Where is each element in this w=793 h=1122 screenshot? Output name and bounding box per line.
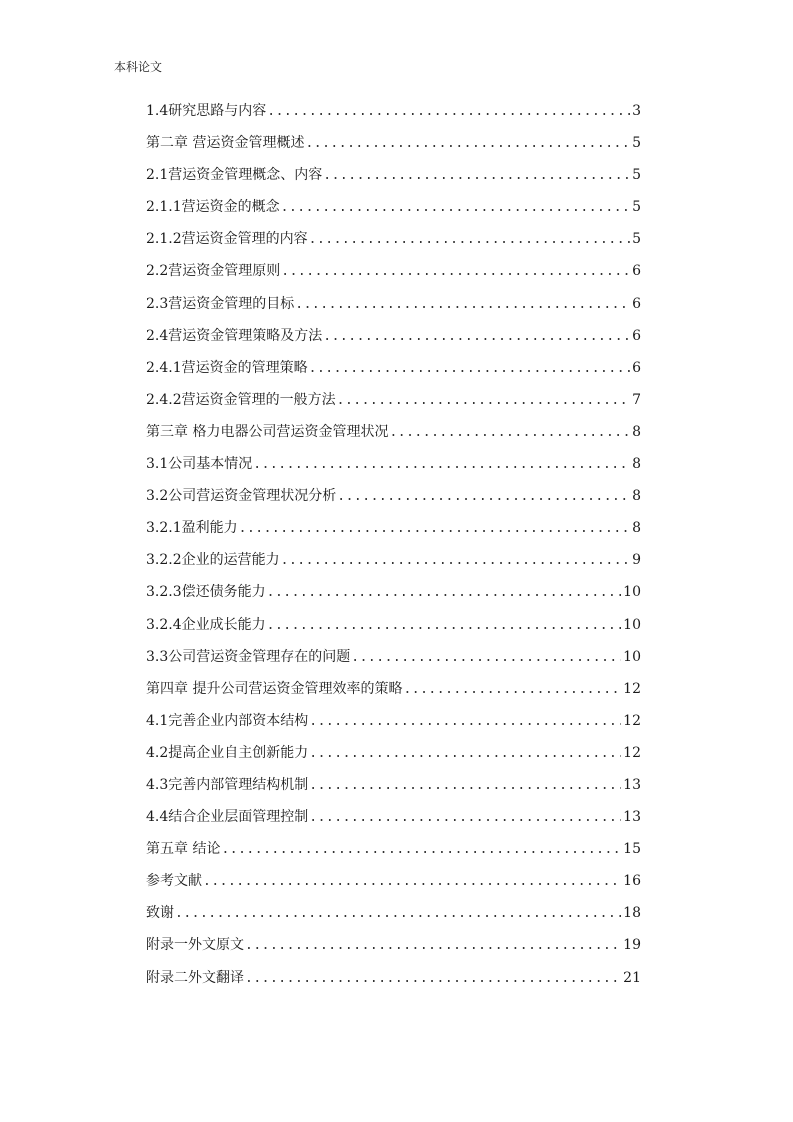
toc-dot-leader (337, 481, 630, 512)
toc-entry[interactable] (146, 352, 641, 384)
toc-entry[interactable] (146, 641, 641, 673)
toc-entry-title: 致谢 (146, 905, 174, 922)
toc-dot-leader (221, 834, 621, 865)
toc-entry[interactable] (146, 512, 641, 544)
toc-entry[interactable] (146, 544, 641, 576)
toc-entry[interactable] (146, 384, 641, 416)
toc-entry[interactable] (146, 833, 641, 865)
toc-entry-title: 第四章 提升公司营运资金管理效率的策略 (146, 680, 403, 697)
toc-entry[interactable] (146, 929, 641, 961)
toc-entry-title: 2.1营运资金管理概念、内容 (146, 167, 323, 184)
toc-entry-title: 1.4研究思路与内容 (146, 103, 267, 119)
page-header: 本科论文 (114, 60, 163, 74)
toc-entry[interactable] (146, 576, 641, 608)
toc-entry[interactable] (146, 609, 641, 641)
toc-entry-title: 4.2提高企业自主创新能力 (146, 744, 309, 761)
toc-entry[interactable] (146, 448, 641, 480)
toc-entry[interactable] (146, 897, 641, 929)
toc-entry[interactable] (146, 127, 641, 159)
toc-entry-title: 3.1公司基本情况 (146, 456, 253, 473)
toc-dot-leader (295, 289, 630, 320)
toc-dot-leader (267, 96, 630, 127)
toc-dot-leader (337, 385, 630, 416)
toc-entry-title: 参考文献 (146, 873, 202, 890)
toc-entry[interactable] (146, 865, 641, 897)
toc-entry[interactable] (146, 416, 641, 448)
toc-dot-leader (281, 545, 630, 576)
toc-dot-leader (239, 513, 630, 544)
toc-entry-page: 13 (623, 776, 641, 793)
toc-entry-title: 第三章 格力电器公司营运资金管理状况 (146, 423, 389, 440)
toc-entry-page: 3 (632, 103, 641, 119)
toc-entry-title: 3.3公司营运资金管理存在的问题 (146, 648, 351, 665)
toc-entry-page: 12 (623, 712, 641, 729)
toc-entry-page: 18 (623, 905, 641, 922)
toc-entry-title: 4.4结合企业层面管理控制 (146, 809, 309, 826)
toc-dot-leader (309, 353, 630, 384)
toc-entry-title: 2.2营运资金管理原则 (146, 263, 281, 280)
toc-entry-title: 3.2.2企业的运营能力 (146, 552, 280, 569)
toc-entry-page: 10 (623, 584, 641, 601)
toc-entry-page: 8 (632, 423, 641, 440)
toc-dot-leader (253, 449, 630, 480)
toc-entry-page: 8 (632, 520, 641, 537)
toc-entry[interactable] (146, 673, 641, 705)
toc-entry-page: 6 (632, 263, 641, 280)
toc-entry-page: 8 (632, 456, 641, 473)
toc-entry-title: 2.1.2营运资金管理的内容 (146, 231, 308, 248)
toc-entry-page: 5 (632, 135, 641, 152)
toc-entry-title: 附录一外文原文 (146, 937, 244, 954)
toc-entry[interactable] (146, 255, 641, 287)
table-of-contents (146, 95, 641, 994)
toc-dot-leader (281, 192, 630, 223)
toc-entry-page: 15 (623, 841, 641, 858)
toc-entry-title: 3.2.3偿还债务能力 (146, 584, 266, 601)
toc-dot-leader (323, 321, 630, 352)
toc-entry-page: 8 (632, 488, 641, 505)
toc-entry[interactable] (146, 320, 641, 352)
toc-entry-page: 9 (632, 552, 641, 569)
toc-entry-page: 19 (623, 937, 641, 954)
toc-dot-leader (389, 417, 630, 448)
toc-dot-leader (267, 577, 622, 608)
toc-entry-title: 2.4营运资金管理策略及方法 (146, 327, 323, 344)
toc-dot-leader (403, 674, 621, 705)
toc-entry-page: 6 (632, 327, 641, 344)
toc-dot-leader (309, 770, 621, 801)
toc-entry[interactable] (146, 159, 641, 191)
toc-entry[interactable] (146, 962, 641, 994)
toc-entry-page: 21 (623, 969, 641, 986)
toc-entry-page: 5 (632, 167, 641, 184)
toc-entry-page: 6 (632, 359, 641, 376)
toc-dot-leader (267, 610, 622, 641)
toc-entry-page: 5 (632, 231, 641, 248)
toc-entry-title: 2.3营运资金管理的目标 (146, 295, 295, 312)
toc-entry-page: 6 (632, 295, 641, 312)
toc-dot-leader (351, 642, 621, 673)
toc-entry-title: 2.4.1营运资金的管理策略 (146, 359, 308, 376)
toc-dot-leader (309, 738, 621, 769)
toc-entry[interactable] (146, 191, 641, 223)
toc-entry-page: 5 (632, 199, 641, 216)
toc-entry-title: 3.2公司营运资金管理状况分析 (146, 488, 337, 505)
toc-entry[interactable] (146, 288, 641, 320)
toc-dot-leader (309, 706, 621, 737)
toc-entry-page: 13 (623, 809, 641, 826)
toc-entry-page: 12 (623, 680, 641, 697)
toc-entry-title: 2.4.2营运资金管理的一般方法 (146, 391, 336, 408)
toc-entry[interactable] (146, 769, 641, 801)
toc-entry-title: 4.3完善内部管理结构机制 (146, 776, 309, 793)
toc-entry[interactable] (146, 705, 641, 737)
toc-entry-title: 3.2.4企业成长能力 (146, 616, 266, 633)
toc-dot-leader (305, 128, 630, 159)
toc-entry-page: 16 (623, 873, 641, 890)
toc-entry-title: 第二章 营运资金管理概述 (146, 135, 305, 152)
toc-entry-page: 12 (623, 744, 641, 761)
toc-dot-leader (245, 963, 621, 994)
toc-dot-leader (309, 802, 621, 833)
toc-entry-page: 10 (623, 648, 641, 665)
toc-entry[interactable] (146, 223, 641, 255)
toc-dot-leader (175, 898, 621, 929)
toc-entry-title: 3.2.1盈利能力 (146, 520, 238, 537)
toc-entry[interactable] (146, 801, 641, 833)
toc-dot-leader (203, 866, 621, 897)
toc-dot-leader (281, 256, 630, 287)
toc-dot-leader (309, 224, 630, 255)
toc-dot-leader (323, 160, 630, 191)
toc-entry-title: 附录二外文翻译 (146, 969, 244, 986)
toc-entry-title: 第五章 结论 (146, 841, 221, 858)
toc-entry-page: 10 (623, 616, 641, 633)
toc-entry[interactable] (146, 95, 641, 127)
toc-entry[interactable] (146, 737, 641, 769)
toc-entry-title: 2.1.1营运资金的概念 (146, 199, 280, 216)
toc-entry-title: 4.1完善企业内部资本结构 (146, 712, 309, 729)
toc-dot-leader (245, 930, 621, 961)
toc-entry-page: 7 (632, 391, 641, 408)
toc-entry[interactable] (146, 480, 641, 512)
